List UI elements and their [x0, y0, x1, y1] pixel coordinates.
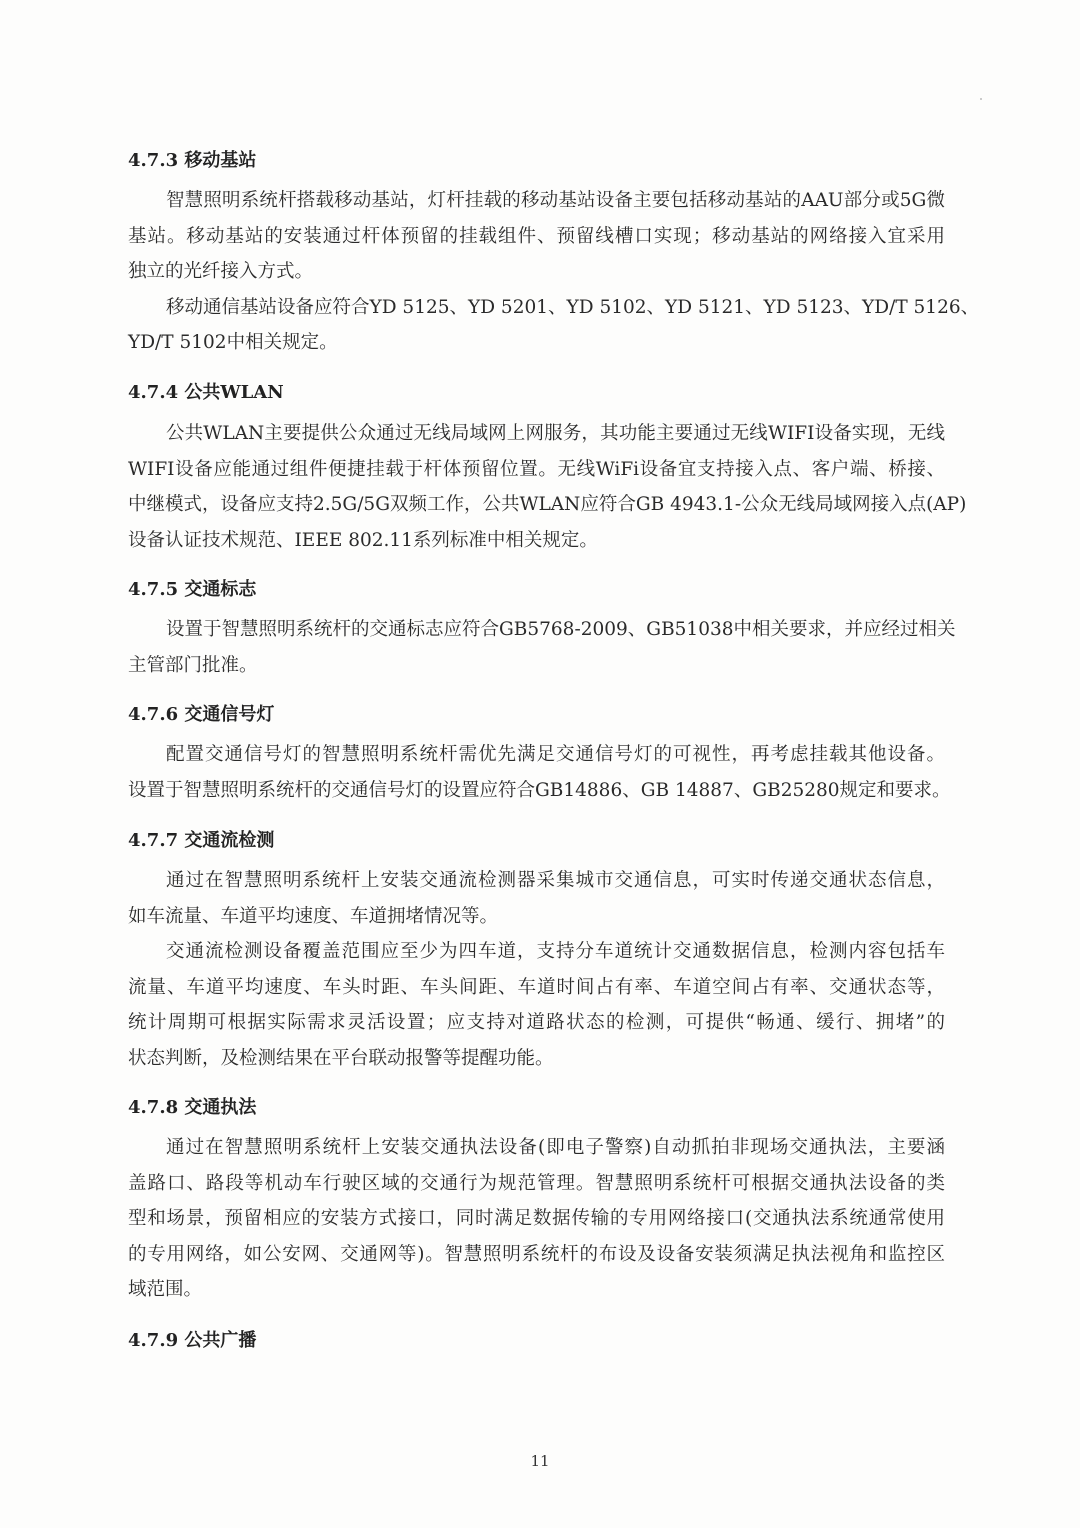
text-line: 通过在智慧照明系统杆上安装交通流检测器采集城市交通信息，可实时传递交通状态信息，: [166, 870, 945, 891]
section-heading-4-7-3: 4.7.3 移动基站: [128, 150, 257, 171]
scan-speck: [980, 98, 982, 100]
text-line: 通过在智慧照明系统杆上安装交通执法设备(即电子警察)自动抓拍非现场交通执法，主要涵: [166, 1137, 945, 1158]
text-line: 设置于智慧照明系统杆的交通信号灯的设置应符合GB14886、GB 14887、GB25280规定和要求。: [128, 779, 951, 801]
section-body-4-7-6: [128, 737, 951, 808]
text-line: 主管部门批准。: [128, 654, 258, 676]
section-body-4-7-4: [128, 416, 967, 558]
text-line: 移动通信基站设备应符合YD 5125、YD 5201、YD 5102、YD 5121、YD 5123、YD/T 5126、: [166, 296, 980, 318]
text-line: 智慧照明系统杆搭载移动基站，灯杆挂载的移动基站设备主要包括移动基站的AAU部分或5G微: [166, 190, 945, 211]
text-line: 配置交通信号灯的智慧照明系统杆需优先满足交通信号灯的可视性，再考虑挂载其他设备。: [166, 744, 945, 765]
section-heading-4-7-8: 4.7.8 交通执法: [128, 1097, 257, 1118]
text-line: 型和场景，预留相应的安装方式接口，同时满足数据传输的专用网络接口(交通执法系统通常使用: [128, 1208, 945, 1230]
text-line: 状态判断，及检测结果在平台联动报警等提醒功能。: [128, 1047, 554, 1069]
section-heading-4-7-9: 4.7.9 公共广播: [128, 1330, 257, 1351]
text-line: 交通流检测设备覆盖范围应至少为四车道，支持分车道统计交通数据信息，检测内容包括车: [166, 941, 945, 963]
section-body-4-7-5: [128, 612, 956, 683]
text-line: 域范围。: [128, 1279, 203, 1301]
section-body-4-7-3: [128, 183, 980, 361]
text-line: 独立的光纤接入方式。: [128, 261, 314, 283]
section-body-4-7-8: [128, 1130, 945, 1308]
text-line: WIFI设备应能通过组件便捷挂载于杆体预留位置。无线WiFi设备宜支持接入点、客户端、桥接、: [128, 458, 945, 480]
text-line: 盖路口、路段等机动车行驶区域的交通行为规范管理。智慧照明系统杆可根据交通执法设备的类: [128, 1172, 945, 1194]
text-line: 基站。移动基站的安装通过杆体预留的挂载组件、预留线槽口实现；移动基站的网络接入宜采用: [128, 225, 945, 247]
text-line: 中继模式，设备应支持2.5G/5G双频工作，公共WLAN应符合GB 4943.1-公众无线局域网接入点(AP): [128, 494, 967, 516]
text-line: 如车流量、车道平均速度、车道拥堵情况等。: [128, 905, 499, 927]
section-heading-4-7-4: 4.7.4 公共WLAN: [128, 382, 284, 403]
text-line: YD/T 5102中相关规定。: [128, 332, 338, 354]
page-number: 11: [530, 1452, 550, 1470]
text-line: 的专用网络，如公安网、交通网等)。智慧照明系统杆的布设及设备安装须满足执法视角和监控区: [128, 1243, 945, 1265]
section-heading-4-7-6: 4.7.6 交通信号灯: [128, 704, 275, 725]
text-line: 设备认证技术规范、IEEE 802.11系列标准中相关规定。: [128, 529, 598, 551]
section-heading-4-7-7: 4.7.7 交通流检测: [128, 830, 275, 851]
text-line: 公共WLAN主要提供公众通过无线局域网上网服务，其功能主要通过无线WIFI设备实现，无线: [166, 423, 945, 444]
text-line: 统计周期可根据实际需求灵活设置；应支持对道路状态的检测，可提供“畅通、缓行、拥堵”的: [128, 1012, 945, 1034]
text-line: 流量、车道平均速度、车头时距、车头间距、车道时间占有率、车道空间占有率、交通状态等，: [128, 976, 945, 998]
text-line: 设置于智慧照明系统杆的交通标志应符合GB5768-2009、GB51038中相关要求，并应经过相关: [166, 619, 956, 640]
section-heading-4-7-5: 4.7.5 交通标志: [128, 579, 257, 600]
section-body-4-7-7: [128, 863, 945, 1077]
